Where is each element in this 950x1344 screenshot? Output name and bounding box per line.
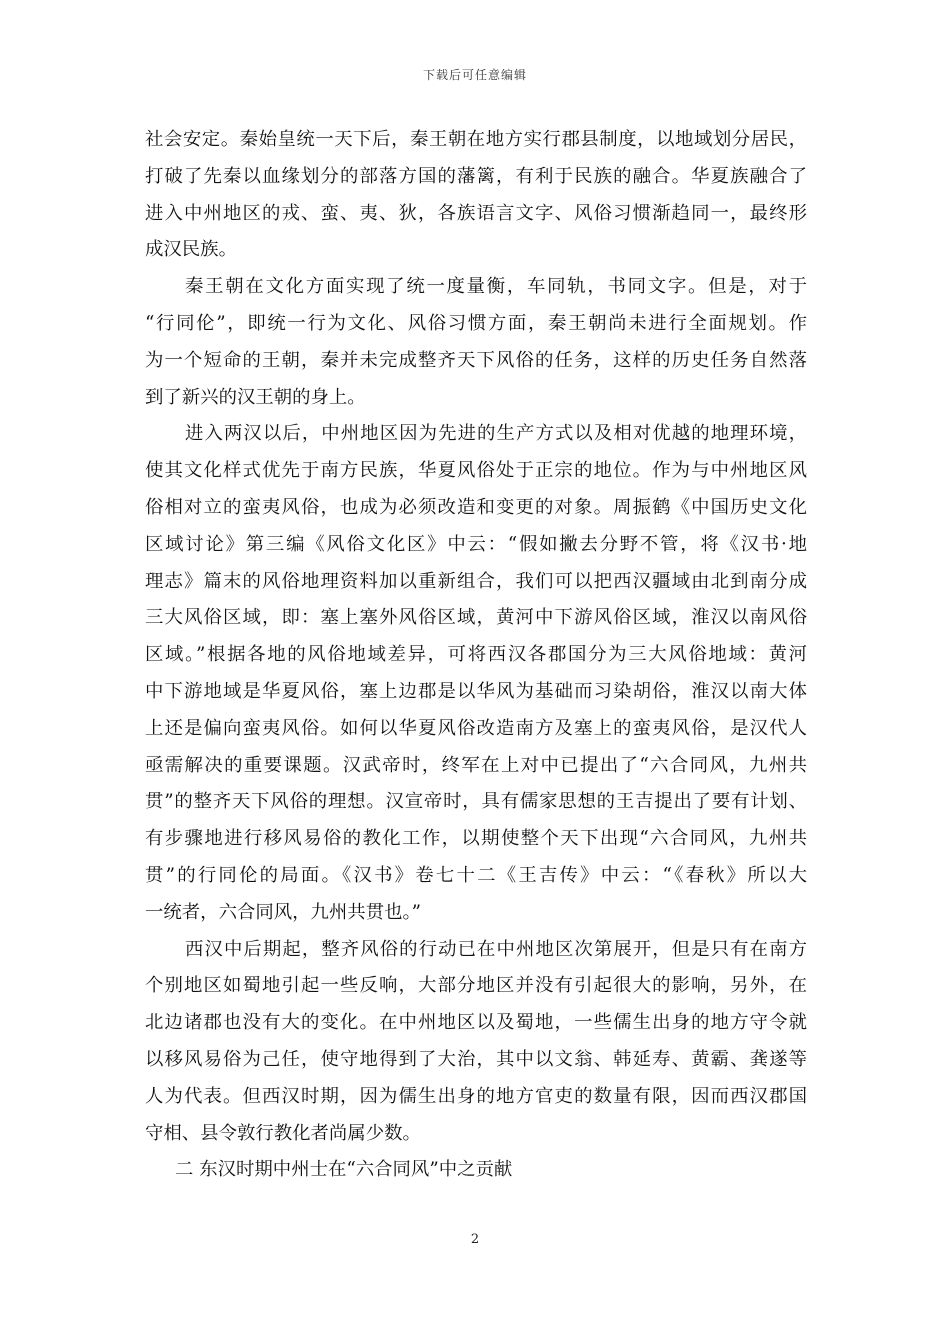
text-line: 打破了先秦以血缘划分的部落方国的藩篱，有利于民族的融合。华夏族融合了: [145, 165, 807, 187]
text-line: 以移风易俗为己任，使守地得到了大治，其中以文翁、韩延寿、黄霸、龚遂等: [145, 1048, 807, 1070]
text-line: 为一个短命的王朝，秦并未完成整齐天下风俗的任务，这样的历史任务自然落: [145, 349, 807, 371]
text-line: 俗相对立的蛮夷风俗，也成为必须改造和变更的对象。周振鹤《中国历史文化: [145, 496, 807, 518]
text-line: 贯”的整齐天下风俗的理想。汉宣帝时，具有儒家思想的王吉提出了要有计划、: [145, 791, 807, 813]
page-number: 2: [470, 1232, 480, 1247]
paragraph: [145, 416, 807, 931]
text-line: 三大风俗区域，即：塞上塞外风俗区域，黄河中下游风俗区域，淮汉以南风俗: [145, 607, 807, 629]
text-line: 进入中州地区的戎、蛮、夷、狄，各族语言文字、风俗习惯渐趋同一，最终形: [145, 202, 807, 224]
text-line: 守相、县令敦行教化者尚属少数。: [145, 1122, 421, 1144]
text-line: 个别地区如蜀地引起一些反响，大部分地区并没有引起很大的影响，另外，在: [145, 975, 807, 997]
text-line: 有步骤地进行移风易俗的教化工作，以期使整个天下出现“六合同风，九州共: [145, 828, 807, 850]
text-line: 一统者，六合同风，九州共贯也。”: [145, 901, 422, 923]
text-line: 亟需解决的重要课题。汉武帝时，终军在上对中已提出了“六合同风，九州共: [145, 754, 807, 776]
text-line: 区域。”根据各地的风俗地域差异，可将西汉各郡国分为三大风俗地域：黄河: [145, 644, 807, 666]
text-line: 北边诸郡也没有大的变化。在中州地区以及蜀地，一些儒生出身的地方守令就: [145, 1012, 807, 1034]
text-line: 成汉民族。: [145, 239, 237, 261]
page-header: 下载后可任意编辑: [422, 68, 527, 82]
paragraph: [145, 122, 807, 269]
text-line: 社会安定。秦始皇统一天下后，秦王朝在地方实行郡县制度，以地域划分居民，: [145, 129, 807, 150]
text-line: 上还是偏向蛮夷风俗。如何以华夏风俗改造南方及塞上的蛮夷风俗，是汉代人: [145, 717, 807, 739]
text-line: 秦王朝在文化方面实现了统一度量衡，车同轨，书同文字。但是，对于: [185, 276, 807, 298]
paragraph: [145, 269, 807, 416]
text-line: 人为代表。但西汉时期，因为儒生出身的地方官吏的数量有限，因而西汉郡国: [145, 1085, 807, 1107]
text-line: 到了新兴的汉王朝的身上。: [145, 386, 366, 408]
text-line: 区域讨论》第三编《风俗文化区》中云：“假如撇去分野不管，将《汉书·地: [145, 533, 807, 555]
text-line: 进入两汉以后，中州地区因为先进的生产方式以及相对优越的地理环境，: [185, 423, 807, 445]
section-heading: 二 东汉时期中州士在“六合同风”中之贡献: [175, 1159, 513, 1181]
document-body: [145, 122, 807, 1189]
text-line: “行同伦”，即统一行为文化、风俗习惯方面，秦王朝尚未进行全面规划。作: [145, 312, 807, 334]
text-line: 使其文化样式优先于南方民族，华夏风俗处于正宗的地位。作为与中州地区风: [145, 460, 807, 482]
text-line: 西汉中后期起，整齐风俗的行动已在中州地区次第展开，但是只有在南方: [185, 938, 807, 960]
paragraph: [145, 932, 807, 1153]
text-line: 贯”的行同伦的局面。《汉书》卷七十二《王吉传》中云：“《春秋》所以大: [145, 864, 807, 886]
text-line: 中下游地域是华夏风俗，塞上边郡是以华风为基础而习染胡俗，淮汉以南大体: [145, 680, 807, 702]
text-line: 理志》篇末的风俗地理资料加以重新组合，我们可以把西汉疆域由北到南分成: [145, 570, 807, 592]
